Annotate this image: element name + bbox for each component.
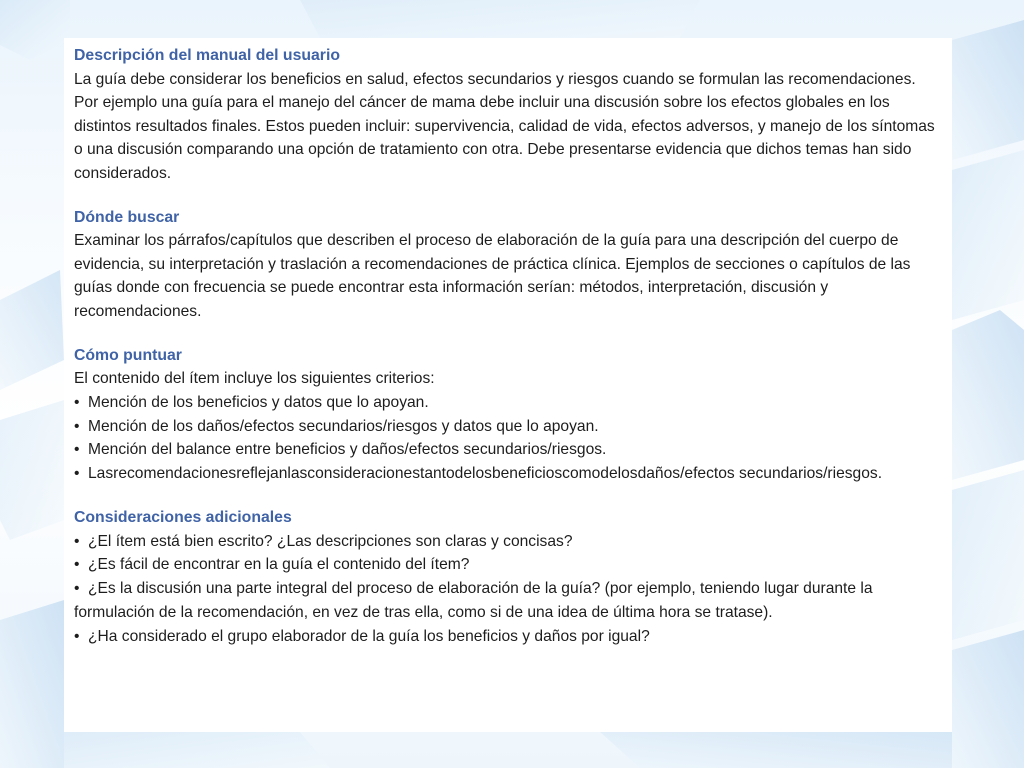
bullet-icon: •: [74, 465, 80, 483]
list-item-text: ¿Es fácil de encontrar en la guía el contenido del ítem?: [88, 556, 470, 574]
bullet-icon: •: [74, 532, 80, 550]
list-item: [74, 438, 944, 462]
list-item-text: Mención de los daños/efectos secundarios/riesgos y datos que lo apoyan.: [88, 417, 599, 435]
section-heading: Descripción del manual del usuario: [74, 47, 340, 64]
list-item-text: Lasrecomendacionesreflejanlasconsideracionestantodelosbeneficioscomodelosdaños/efectos secundarios/riesgos.: [88, 465, 883, 483]
list-item: [74, 415, 944, 439]
considerations-list: [74, 530, 944, 649]
document-panel: [64, 38, 952, 732]
section-donde-buscar: [74, 206, 944, 324]
section-heading: Dónde buscar: [74, 208, 180, 226]
section-paragraph: La guía debe considerar los beneficios en salud, efectos secundarios y riesgos cuando se formulan las recomendaciones. Por ejemplo una guía para el manejo del cáncer de mama debe incluir una discusión sobre los efectos globales en los distintos resultados finales. Estos pueden incluir: supervivencia, calidad de vida, efectos adversos, y manejo de los síntomas o una discusión comparando una opción de tratamiento con otra. Debe presentarse evidencia que dichos temas han sido considerados.: [74, 70, 935, 182]
bullet-icon: •: [74, 580, 80, 598]
list-item: [74, 553, 944, 577]
list-item: [74, 625, 944, 649]
list-item: [74, 391, 944, 415]
list-item-text: ¿Ha considerado el grupo elaborador de la guía los beneficios y daños por igual?: [88, 627, 650, 645]
bullet-icon: •: [74, 417, 80, 435]
criteria-intro: El contenido del ítem incluye los siguientes criterios:: [74, 370, 435, 388]
section-paragraph: Examinar los párrafos/capítulos que describen el proceso de elaboración de la guía para una descripción del cuerpo de evidencia, su interpretación y traslación a recomendaciones de práctica clínica. Ejemplos de secciones o capítulos de las guías donde con frecuencia se puede encontrar esta información serían: métodos, interpretación, discusión y recomendaciones.: [74, 232, 911, 320]
list-item: [74, 577, 944, 625]
section-heading: Cómo puntuar: [74, 346, 182, 364]
section-como-puntuar: [74, 344, 944, 486]
list-item: [74, 530, 944, 554]
section-descripcion: [74, 44, 944, 186]
section-heading: Consideraciones adicionales: [74, 508, 292, 526]
list-item-text: Mención del balance entre beneficios y daños/efectos secundarios/riesgos.: [88, 441, 607, 459]
list-item-text: ¿Es la discusión una parte integral del proceso de elaboración de la guía? (por ejemplo, teniendo lugar durante la formulación de la recomendación, en vez de tras ella, como si de una idea de última hora se tratase).: [74, 580, 873, 621]
section-consideraciones: [74, 506, 944, 649]
list-item-text: Mención de los beneficios y datos que lo apoyan.: [88, 393, 429, 411]
bullet-icon: •: [74, 627, 80, 645]
criteria-list: [74, 391, 944, 486]
bullet-icon: •: [74, 556, 80, 574]
bullet-icon: •: [74, 393, 80, 411]
list-item-text: ¿El ítem está bien escrito? ¿Las descripciones son claras y concisas?: [88, 532, 573, 550]
bullet-icon: •: [74, 441, 80, 459]
list-item: [74, 462, 944, 486]
